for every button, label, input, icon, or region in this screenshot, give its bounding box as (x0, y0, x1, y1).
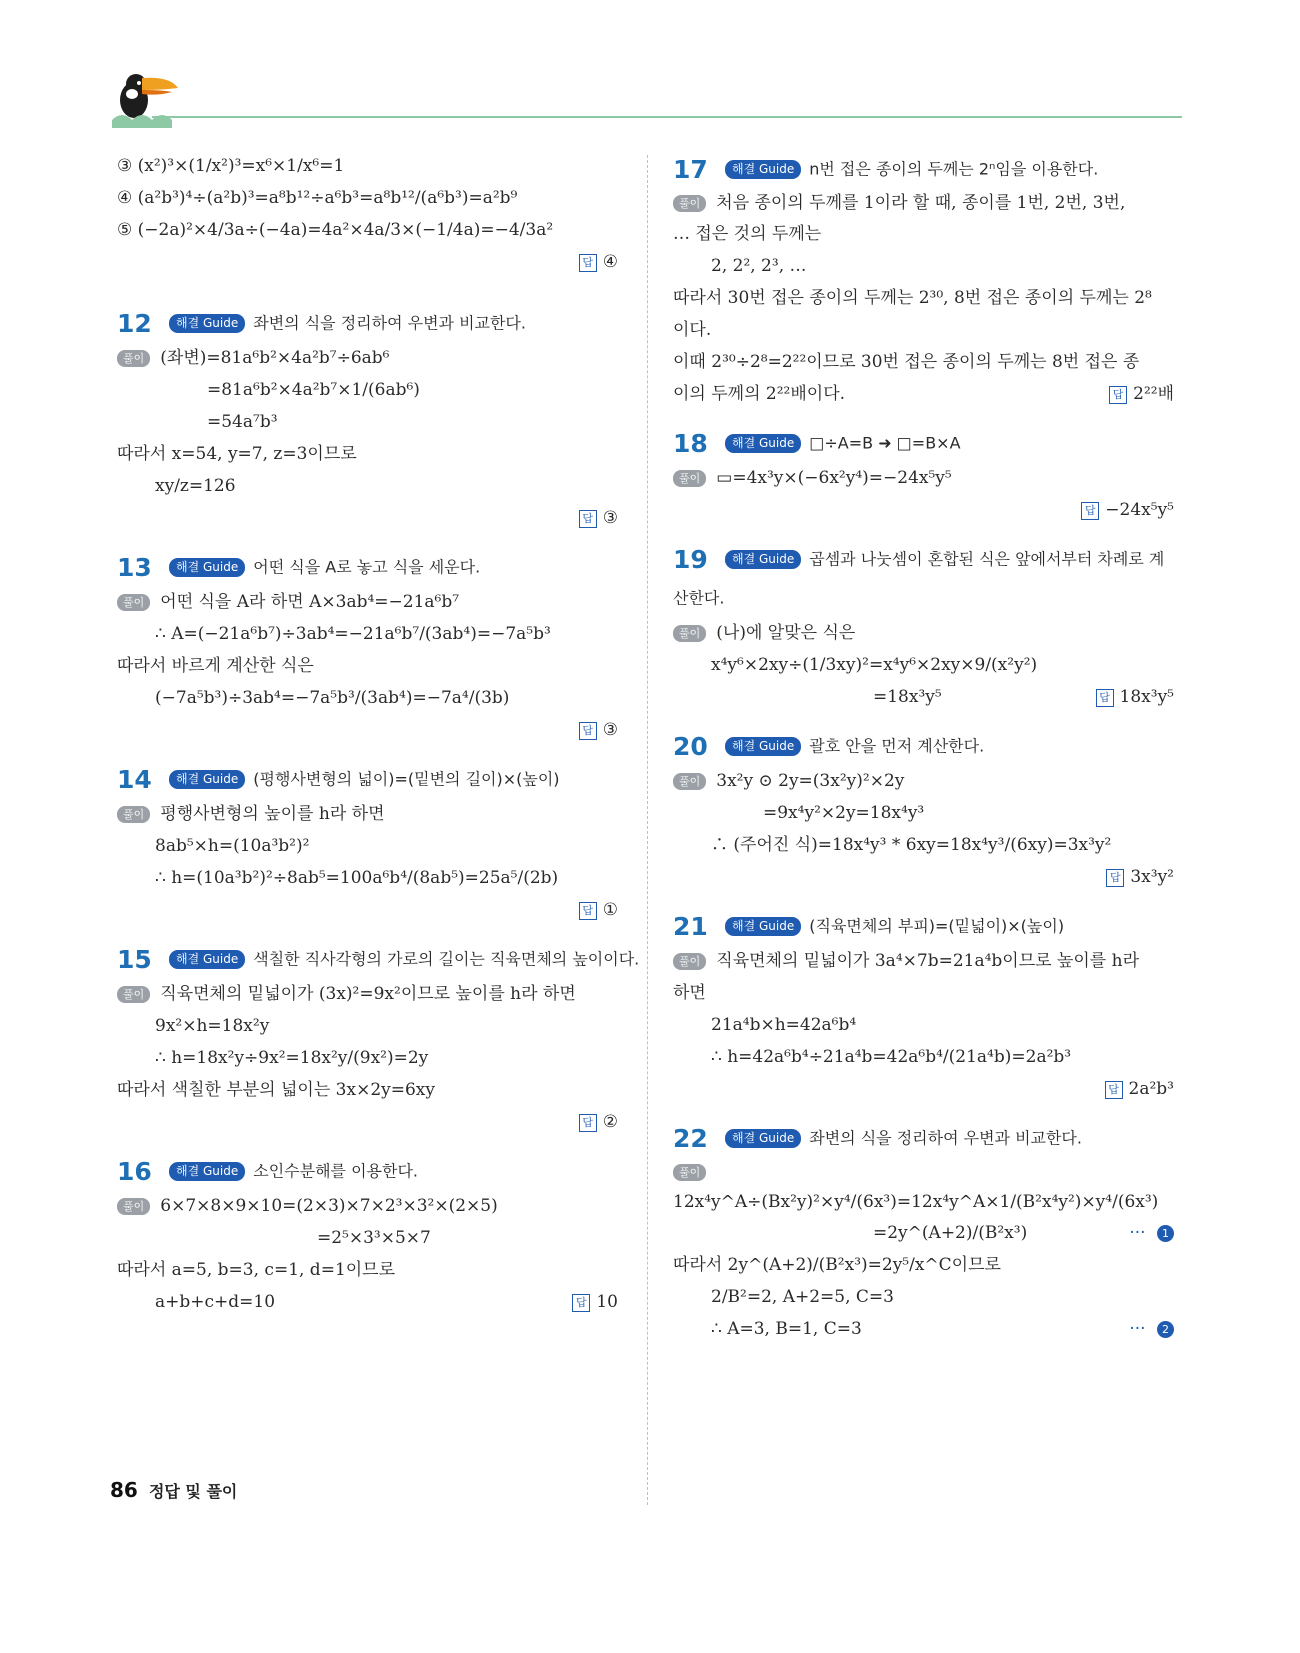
step-number-icon: 1 (1157, 1225, 1174, 1242)
left-column (117, 150, 640, 1318)
solution-line (673, 188, 1178, 218)
question-header (117, 548, 622, 586)
answer-icon: 답 (579, 510, 597, 528)
answer-value: 18x³y⁵ (1119, 687, 1174, 707)
solution-badge: 풀이 (117, 594, 150, 611)
spacer (117, 746, 622, 760)
solution-text: =2y^(A+2)/(B²x³) (873, 1223, 1028, 1243)
spacer (117, 926, 622, 940)
math-line: =2⁵×3³×5×7 (317, 1228, 431, 1248)
math-line: ∴ (주어진 식)=18x⁴y³ * 6xy=18x⁴y³/(6xy)=3x³y² (711, 835, 1112, 855)
solution-line (117, 586, 622, 618)
solution-line (673, 1313, 1178, 1345)
question-number: 15 (117, 944, 152, 974)
answer-icon: 답 (572, 1294, 590, 1312)
solution-line (673, 945, 1178, 977)
solution-text: ∴ A=3, B=1, C=3 (711, 1319, 862, 1339)
math-line: ∴ h=(10a³b²)²÷8ab⁵=100a⁶b⁴/(8ab⁵)=25a⁵/(2b) (155, 868, 559, 888)
text-line: 따라서 색칠한 부분의 넓이는 3x×2y=6xy (117, 1080, 435, 1100)
solution-line (117, 798, 622, 830)
spacer (117, 1138, 622, 1152)
toucan-logo-icon (112, 70, 182, 128)
question-number: 20 (673, 731, 708, 761)
solution-badge: 풀이 (117, 986, 150, 1003)
header-rule (152, 116, 1182, 118)
spacer (673, 410, 1178, 424)
guide-text: 곱셈과 나눗셈이 혼합된 식은 앞에서부터 차례로 계산한다. (673, 549, 1165, 607)
question-number: 12 (117, 308, 152, 338)
text-line: 따라서 a=5, b=3, c=1, d=1이므로 (117, 1260, 396, 1280)
answer (117, 894, 622, 926)
solution-line (117, 978, 622, 1010)
question-header (117, 1152, 622, 1190)
guide-badge: 해결 Guide (169, 558, 245, 577)
answer-value: ① (602, 900, 618, 920)
solution-badge: 풀이 (117, 350, 150, 367)
solution-line (673, 765, 1178, 797)
question-header (117, 760, 622, 798)
guide-badge: 해결 Guide (725, 737, 801, 756)
guide-badge: 해결 Guide (169, 950, 245, 969)
question-number: 21 (673, 911, 708, 941)
math-line: a+b+c+d=10 (155, 1292, 276, 1312)
spacer (117, 534, 622, 548)
solution-badge: 풀이 (673, 625, 706, 642)
guide-text: 어떤 식을 A로 놓고 식을 세운다. (253, 557, 481, 577)
column-divider (647, 155, 648, 1505)
answer-icon: 답 (1081, 502, 1099, 520)
question-number: 14 (117, 764, 152, 794)
guide-badge: 해결 Guide (169, 770, 245, 789)
solution-badge: 풀이 (673, 773, 706, 790)
math-line: 21a⁴b×h=42a⁶b⁴ (711, 1015, 857, 1035)
spacer (673, 893, 1178, 907)
math-line: ∴ A=(−21a⁶b⁷)÷3ab⁴=−21a⁶b⁷/(3ab⁴)=−7a⁵b³ (155, 624, 551, 644)
math-line: (−7a⁵b³)÷3ab⁴=−7a⁵b³/(3ab⁴)=−7a⁴/(3b) (155, 688, 510, 708)
guide-badge: 해결 Guide (725, 434, 801, 453)
guide-badge: 해결 Guide (725, 550, 801, 569)
answer-icon: 답 (579, 902, 597, 920)
answer-icon: 답 (579, 254, 597, 272)
question-header (117, 304, 622, 342)
text-line: ③ (x²)³×(1/x²)³=x⁶×1/x⁶=1 (117, 156, 345, 176)
answer (117, 246, 622, 278)
page-header (112, 70, 1182, 130)
math-line: ∴ h=42a⁶b⁴÷21a⁴b=42a⁶b⁴/(21a⁴b)=2a²b³ (711, 1047, 1072, 1067)
answer-icon: 답 (579, 722, 597, 740)
solution-text: 처음 종이의 두께를 1이라 할 때, 종이를 1번, 2번, 3번, (716, 193, 1126, 213)
answer-value: ③ (602, 508, 618, 528)
solution-text: 이의 두께의 2²²배이다. (673, 384, 846, 404)
right-column (673, 150, 1178, 1345)
answer-icon: 답 (1096, 689, 1114, 707)
solution-line (673, 378, 1178, 410)
text-line: 하면 (673, 983, 706, 1003)
spacer (673, 1105, 1178, 1119)
question-header (673, 150, 1178, 188)
text-line: ⑤ (−2a)²×4/3a÷(−4a)=4a²×4a/3×(−1/4a)=−4/3a² (117, 220, 554, 240)
solution-text: 평행사변형의 높이를 h라 하면 (160, 804, 385, 824)
math-line: ∴ h=18x²y÷9x²=18x²y/(9x²)=2y (155, 1048, 429, 1068)
solution-line (673, 1157, 1178, 1217)
question-number: 17 (673, 154, 708, 184)
question-number: 19 (673, 544, 708, 574)
math-line: =81a⁶b²×4a²b⁷×1/(6ab⁶) (207, 380, 420, 400)
text-line: 따라서 바르게 계산한 식은 (117, 656, 314, 676)
solution-line (673, 681, 1178, 713)
solution-badge: 풀이 (673, 953, 706, 970)
solution-text: 직육면체의 밑넓이가 (3x)²=9x²이므로 높이를 h라 하면 (160, 984, 576, 1004)
math-line: 9x²×h=18x²y (155, 1016, 270, 1036)
page-number: 86 (110, 1478, 138, 1502)
footer-title: 정답 및 풀이 (148, 1482, 238, 1501)
math-line: 2, 2², 2³, … (711, 256, 807, 276)
spacer (673, 526, 1178, 540)
page-footer (110, 1478, 237, 1502)
answer-value: −24x⁵y⁵ (1105, 500, 1174, 520)
solution-badge: 풀이 (673, 195, 706, 212)
question-number: 18 (673, 428, 708, 458)
solution-text: =18x³y⁵ (873, 687, 942, 707)
text-line: 따라서 x=54, y=7, z=3이므로 (117, 444, 357, 464)
solution-text: 6×7×8×9×10=(2×3)×7×2³×3²×(2×5) (160, 1196, 498, 1216)
answer-value: 2²²배 (1133, 384, 1174, 404)
answer-value: 3x³y² (1130, 867, 1174, 887)
answer (1109, 378, 1174, 410)
answer (117, 502, 622, 534)
answer-value: 10 (596, 1292, 618, 1312)
solution-badge: 풀이 (117, 806, 150, 823)
text-line: 이다. (673, 320, 712, 340)
spacer (673, 713, 1178, 727)
answer (1096, 681, 1174, 713)
solution-line (673, 1217, 1178, 1249)
guide-text: n번 접은 종이의 두께는 2ⁿ임을 이용한다. (809, 159, 1099, 179)
question-header (673, 727, 1178, 765)
guide-badge: 해결 Guide (725, 1129, 801, 1148)
guide-badge: 해결 Guide (169, 314, 245, 333)
question-header (673, 907, 1178, 945)
answer (117, 1106, 622, 1138)
answer-value: ④ (602, 252, 618, 272)
math-line: 8ab⁵×h=(10a³b²)² (155, 836, 310, 856)
answer-value: ② (602, 1112, 618, 1132)
math-line: =9x⁴y²×2y=18x⁴y³ (763, 803, 925, 823)
solution-text: (나)에 알맞은 식은 (716, 623, 856, 643)
question-number: 22 (673, 1123, 708, 1153)
solution-line (117, 1190, 622, 1222)
answer (673, 1073, 1178, 1105)
solution-text: 직육면체의 밑넓이가 3a⁴×7b=21a⁴b이므로 높이를 h라 (716, 951, 1139, 971)
answer-value: 2a²b³ (1128, 1079, 1174, 1099)
question-number: 16 (117, 1156, 152, 1186)
solution-line (673, 462, 1178, 494)
text-line: ④ (a²b³)⁴÷(a²b)³=a⁸b¹²÷a⁶b³=a⁸b¹²/(a⁶b³)=a²b⁹ (117, 188, 518, 208)
question-number: 13 (117, 552, 152, 582)
solution-line (117, 342, 622, 374)
math-line: =54a⁷b³ (207, 412, 278, 432)
solution-line (673, 617, 1178, 649)
guide-text: (평행사변형의 넓이)=(밑변의 길이)×(높이) (253, 769, 560, 789)
guide-text: 소인수분해를 이용한다. (253, 1161, 418, 1181)
math-line: xy/z=126 (155, 476, 236, 496)
answer-icon: 답 (579, 1114, 597, 1132)
math-line: 2/B²=2, A+2=5, C=3 (711, 1287, 894, 1307)
solution-badge: 풀이 (117, 1198, 150, 1215)
guide-badge: 해결 Guide (725, 160, 801, 179)
question-header (673, 424, 1178, 462)
solution-text: ▭=4x³y×(−6x²y⁴)=−24x⁵y⁵ (716, 468, 952, 488)
step-number-icon: 2 (1157, 1321, 1174, 1338)
solution-text: 어떤 식을 A라 하면 A×3ab⁴=−21a⁶b⁷ (160, 592, 460, 612)
solution-badge: 풀이 (673, 470, 706, 487)
question-header (117, 940, 640, 978)
text-line: 이때 2³⁰÷2⁸=2²²이므로 30번 접은 종이의 두께는 8번 접은 종 (673, 352, 1140, 372)
step-reference: ··· 2 (1129, 1313, 1174, 1345)
answer-icon: 답 (1106, 869, 1124, 887)
answer (117, 1286, 622, 1318)
guide-text: 좌변의 식을 정리하여 우변과 비교한다. (809, 1128, 1082, 1148)
text-line: 따라서 30번 접은 종이의 두께는 2³⁰, 8번 접은 종이의 두께는 2⁸ (673, 288, 1152, 308)
answer-icon: 답 (1105, 1081, 1123, 1099)
text-line: … 접은 것의 두께는 (673, 224, 822, 244)
spacer (117, 278, 622, 304)
answer-value: ③ (602, 720, 618, 740)
solution-text: 12x⁴y^A÷(Bx²y)²×y⁴/(6x³)=12x⁴y^A×1/(B²x⁴y²)×y⁴/(6x³) (673, 1192, 1159, 1212)
guide-text: (직육면체의 부피)=(밑넓이)×(높이) (809, 916, 1065, 936)
solution-badge: 풀이 (673, 1164, 706, 1181)
solution-text: (좌변)=81a⁶b²×4a²b⁷÷6ab⁶ (160, 348, 390, 368)
question-header (673, 540, 1178, 617)
guide-text: 색칠한 직사각형의 가로의 길이는 직육면체의 높이이다. (253, 949, 640, 969)
text-line: 따라서 2y^(A+2)/(B²x³)=2y⁵/x^C이므로 (673, 1255, 1001, 1275)
answer (673, 861, 1178, 893)
answer (117, 714, 622, 746)
guide-badge: 해결 Guide (169, 1162, 245, 1181)
solution-text: 3x²y ⊙ 2y=(3x²y)²×2y (716, 771, 905, 791)
answer (673, 494, 1178, 526)
guide-text: 좌변의 식을 정리하여 우변과 비교한다. (253, 313, 526, 333)
answer-icon: 답 (1109, 386, 1127, 404)
question-header (673, 1119, 1178, 1157)
step-reference: ··· 1 (1129, 1217, 1174, 1249)
math-line: x⁴y⁶×2xy÷(1/3xy)²=x⁴y⁶×2xy×9/(x²y²) (711, 655, 1038, 675)
guide-text: 괄호 안을 먼저 계산한다. (809, 736, 985, 756)
guide-badge: 해결 Guide (725, 917, 801, 936)
guide-text: □÷A=B ➜ □=B×A (809, 433, 961, 453)
